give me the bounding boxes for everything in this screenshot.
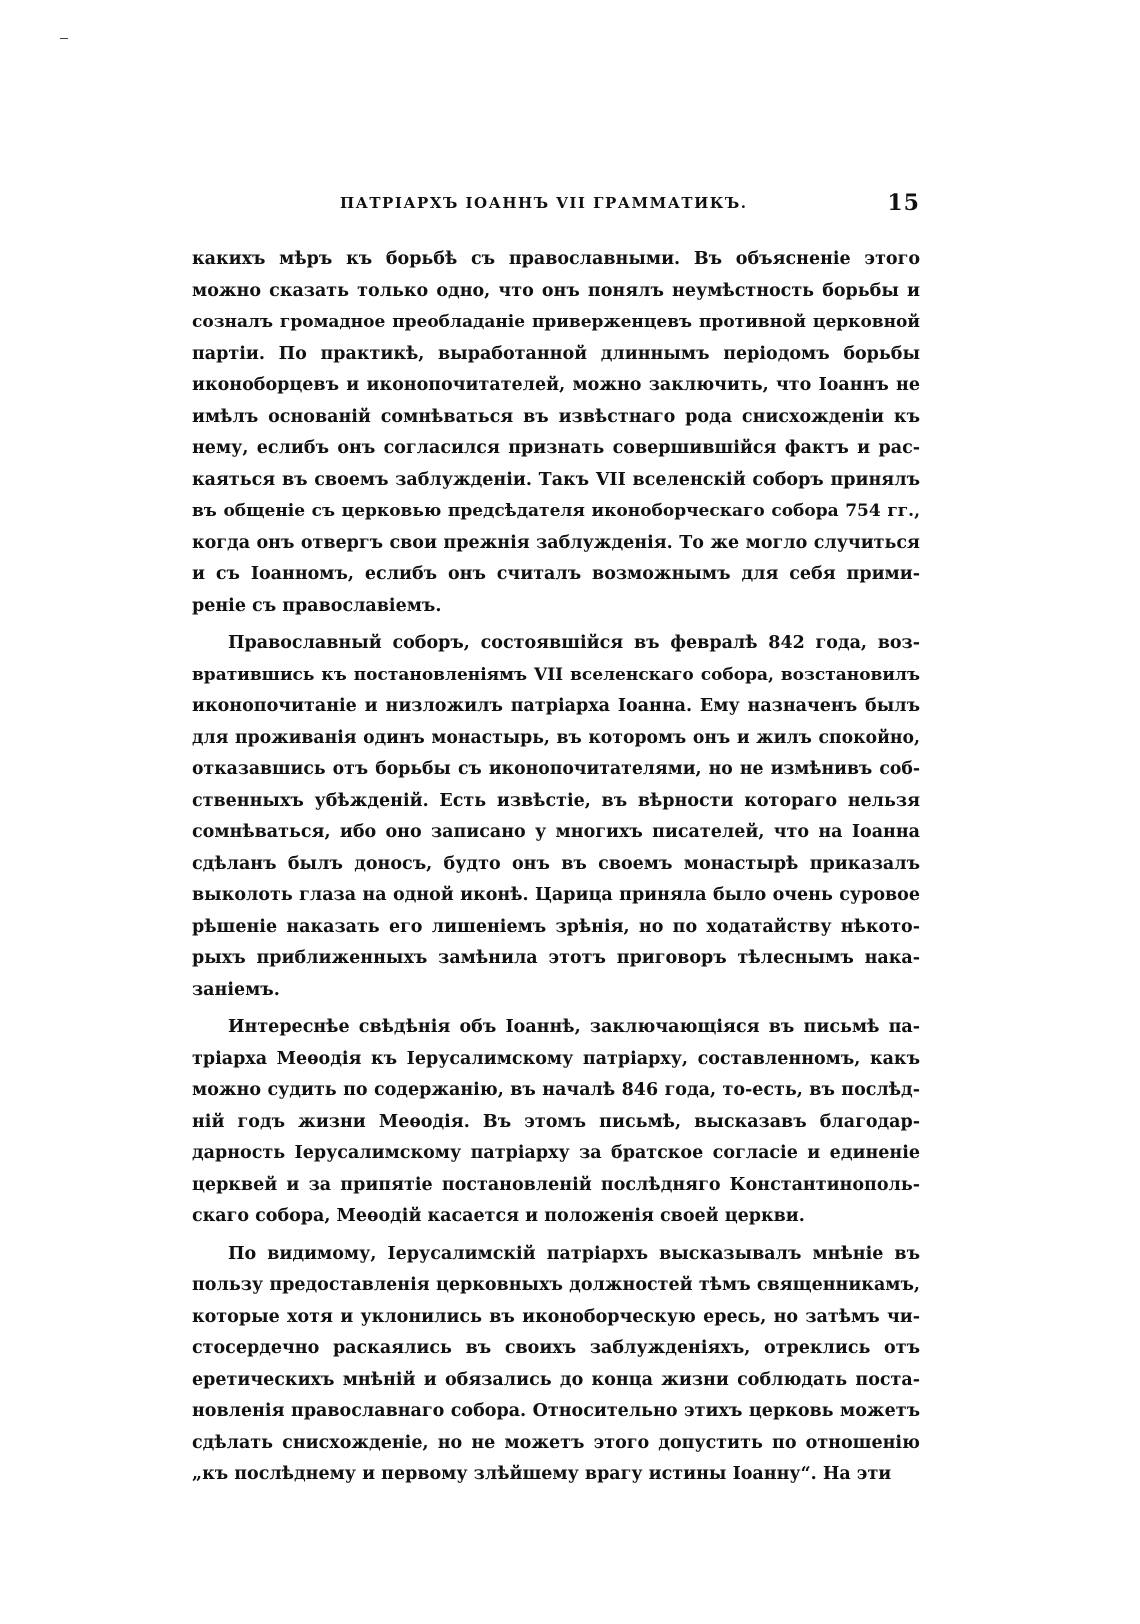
text-line: „къ послѣднему и первому злѣйшему врагу истины Іоанну“. На эти [192, 1464, 892, 1484]
text-line: имѣлъ основаній сомнѣваться въ извѣстнаго рода снисхожденіи къ [192, 406, 920, 427]
paragraph [192, 628, 920, 1006]
text-line: какихъ мѣръ къ борьбѣ съ православными. Въ объясненіе этого [192, 249, 920, 269]
text-line: сдѣлать снисхожденіе, но не можетъ этого допустить по отношенію [192, 1432, 920, 1453]
text-line: можно сказать только одно, что онъ понялъ неумѣстность борьбы и [192, 280, 920, 301]
text-line: ственныхъ убѣжденій. Есть извѣстіе, въ вѣрности котораго нельзя [192, 790, 920, 811]
text-line: въ общеніе съ церковью предсѣдателя иконоборческаго собора 754 гг., [192, 501, 920, 521]
text-line: которые хотя и уклонились въ иконоборческую ересь, но затѣмъ чи- [192, 1306, 920, 1327]
running-head: ПАТРІАРХЪ ІОАННЪ VII ГРАММАТИКЪ. [340, 194, 748, 212]
text-line: По видимому, Іерусалимскій патріархъ высказывалъ мнѣніе въ [228, 1243, 920, 1264]
paragraph [192, 1012, 920, 1233]
text-line: рыхъ приближенныхъ замѣнила этотъ приговоръ тѣлеснымъ нака- [192, 948, 920, 968]
text-line: пользу предоставленія церковныхъ должностей тѣмъ священникамъ, [192, 1275, 920, 1295]
text-line: сомнѣваться, ибо оно записано у многихъ писателей, что на Іоанна [192, 822, 920, 842]
paragraph [192, 1239, 920, 1491]
margin-mark [60, 38, 68, 39]
text-line: вратившись къ постановленіямъ VII вселенскаго собора, возстановилъ [192, 664, 920, 685]
text-line: можно судить по содержанію, въ началѣ 846 года, то-есть, въ послѣд- [192, 1080, 920, 1100]
text-line: Интереснѣе свѣдѣнія объ Іоаннѣ, заключающіяся въ письмѣ па- [228, 1017, 920, 1037]
page-header [340, 190, 920, 220]
text-line: рѣшеніе наказать его лишеніемъ зрѣнія, но по ходатайству нѣкото- [192, 916, 920, 937]
text-line: иконоборцевъ и иконопочитателей, можно заключить, что Іоаннъ не [192, 375, 920, 395]
text-line: когда онъ отвергъ свои прежнія заблужденія. То же могло случиться [192, 532, 920, 553]
text-line: заніемъ. [192, 979, 280, 1000]
text-line: дарность Іерусалимскому патріарху за братское согласіе и единеніе [192, 1143, 920, 1163]
text-line: иконопочитаніе и низложилъ патріарха Іоанна. Ему назначенъ былъ [192, 696, 920, 716]
text-line: выколоть глаза на одной иконѣ. Царица приняла было очень суровое [192, 885, 920, 905]
text-line: партіи. По практикѣ, выработанной длиннымъ періодомъ борьбы [192, 343, 920, 364]
text-line: созналъ громадное преобладаніе приверженцевъ противной церковной [192, 312, 920, 332]
paragraph [192, 244, 920, 622]
text-line: скаго собора, Меѳодій касается и положенія своей церкви. [192, 1206, 805, 1226]
text-line: Православный соборъ, состоявшійся въ февралѣ 842 года, воз- [228, 633, 920, 653]
text-line: нему, еслибъ онъ согласился признать совершившійся фактъ и рас- [192, 438, 920, 458]
text-line: новленія православнаго собора. Относительно этихъ церковь можетъ [192, 1401, 920, 1421]
text-line: церквей и за припятіе постановленій послѣдняго Константинополь- [192, 1174, 920, 1195]
text-line: стосердечно раскаялись въ своихъ заблужденіяхъ, отреклись отъ [192, 1338, 920, 1358]
page-number: 15 [887, 190, 920, 216]
text-line: реніе съ православіемъ. [192, 595, 442, 616]
text-line: и съ Іоанномъ, еслибъ онъ считалъ возможнымъ для себя прими- [192, 564, 920, 584]
text-line: тріарха Меѳодія къ Іерусалимскому патріарху, составленномъ, какъ [192, 1048, 920, 1069]
text-line: еретическихъ мнѣній и обязались до конца жизни соблюдать поста- [192, 1369, 920, 1390]
text-line: отказавшись отъ борьбы съ иконопочитателями, но не измѣнивъ соб- [192, 759, 920, 779]
body-text [192, 244, 920, 1491]
text-line: для проживанія одинъ монастырь, въ которомъ онъ и жилъ спокойно, [192, 727, 920, 748]
text-line: ній годъ жизни Меѳодія. Въ этомъ письмѣ, высказавъ благодар- [192, 1111, 920, 1132]
text-line: каяться въ своемъ заблужденіи. Такъ VII вселенскій соборъ принялъ [192, 469, 920, 490]
text-line: сдѣланъ былъ доносъ, будто онъ въ своемъ монастырѣ приказалъ [192, 853, 920, 874]
